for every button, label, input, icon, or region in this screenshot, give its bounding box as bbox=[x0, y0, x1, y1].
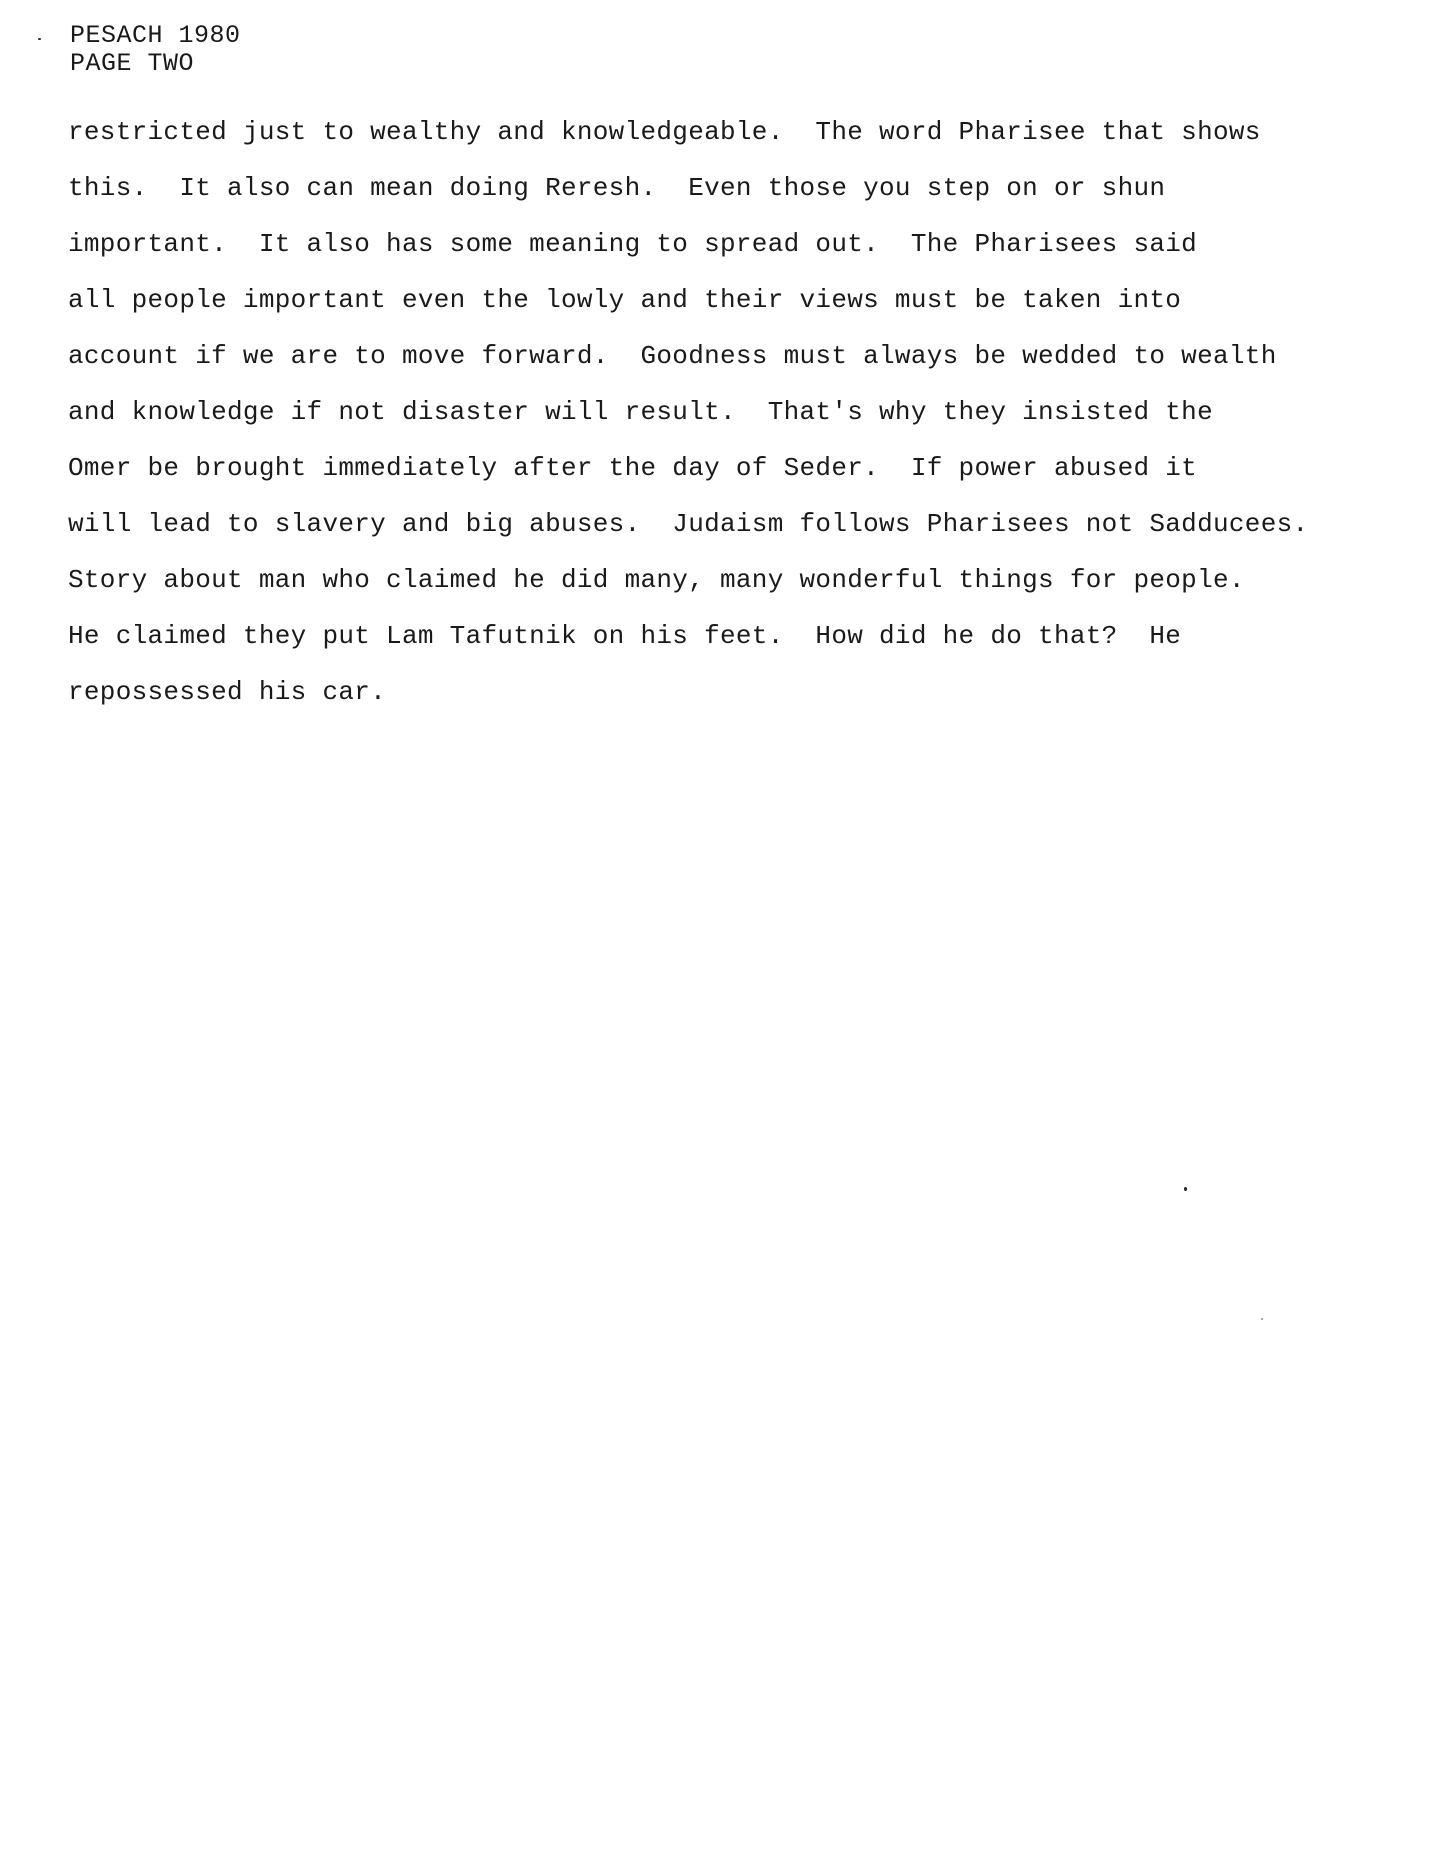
page-header bbox=[70, 22, 241, 78]
text-line: important. It also has some meaning to spread out. The Pharisees said bbox=[68, 229, 1198, 259]
text-line: all people important even the lowly and their views must be taken into bbox=[68, 285, 1182, 315]
text-line: He claimed they put Lam Tafutnik on his feet. How did he do that? He bbox=[68, 621, 1182, 651]
body-paragraph bbox=[68, 104, 1308, 720]
text-line: Omer be brought immediately after the day of Seder. If power abused it bbox=[68, 453, 1198, 483]
text-line: account if we are to move forward. Goodness must always be wedded to wealth bbox=[68, 341, 1277, 371]
header-title: PESACH 1980 bbox=[70, 21, 241, 50]
text-line: repossessed his car. bbox=[68, 677, 387, 707]
stray-mark bbox=[1184, 1187, 1187, 1191]
text-line: and knowledge if not disaster will result. That's why they insisted the bbox=[68, 397, 1213, 427]
header-page-number: PAGE TWO bbox=[70, 49, 195, 78]
text-line: will lead to slavery and big abuses. Judaism follows Pharisees not Sadducees. bbox=[68, 509, 1309, 539]
text-line: Story about man who claimed he did many, many wonderful things for people. bbox=[68, 565, 1245, 595]
text-line: restricted just to wealthy and knowledgeable. The word Pharisee that shows bbox=[68, 117, 1261, 147]
text-line: this. It also can mean doing Reresh. Even those you step on or shun bbox=[68, 173, 1166, 203]
margin-mark bbox=[38, 38, 41, 40]
stray-mark bbox=[1261, 1318, 1263, 1320]
